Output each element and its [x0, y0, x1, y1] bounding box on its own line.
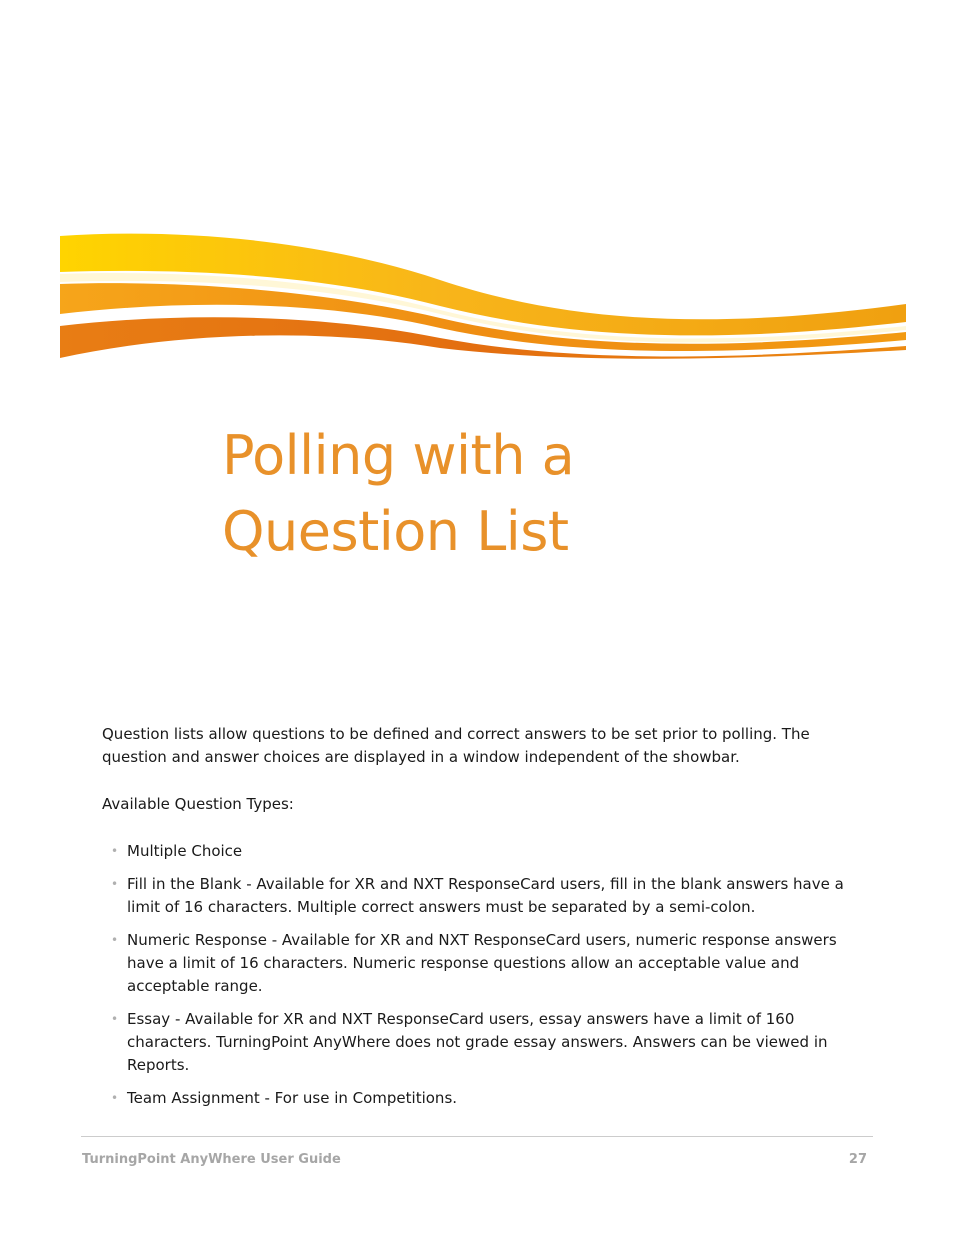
intro-paragraph: Question lists allow questions to be defined and correct answers to be set prior to polling. The question and answer choices are displayed in a window independent of the showbar. [102, 725, 810, 766]
list-item [108, 873, 874, 919]
list-item-text: Team Assignment - For use in Competitions. [127, 1089, 458, 1107]
page-title [222, 418, 842, 570]
list-item-text: Fill in the Blank - Available for XR and NXT ResponseCard users, fill in the blank answers have a limit of 16 characters. Multiple correct answers must be separated by a semi-colon. [127, 875, 844, 916]
bullet-icon: • [111, 877, 119, 891]
question-types-label: Available Question Types: [102, 795, 294, 813]
list-item [108, 840, 874, 863]
bullet-icon: • [111, 933, 119, 947]
list-item [108, 929, 874, 998]
list-item-text: Essay - Available for XR and NXT ResponseCard users, essay answers have a limit of 160 characters. TurningPoint AnyWhere does not grade essay answers. Answers can be viewed in Reports. [127, 1010, 828, 1074]
decorative-wave-banner [60, 228, 906, 362]
footer-guide-title: TurningPoint AnyWhere User Guide [82, 1152, 341, 1167]
footer-divider [81, 1136, 873, 1137]
bullet-icon: • [111, 1091, 119, 1105]
question-types-list [108, 840, 874, 1120]
bullet-icon: • [111, 844, 119, 858]
list-item-text: Numeric Response - Available for XR and NXT ResponseCard users, numeric response answers have a limit of 16 characters. Numeric response questions allow an acceptable value and acceptable range. [127, 931, 837, 995]
page-number: 27 [848, 1152, 867, 1167]
bullet-icon: • [111, 1012, 119, 1026]
list-item-text: Multiple Choice [127, 842, 243, 860]
list-item [108, 1008, 874, 1077]
list-item [108, 1087, 874, 1110]
page-title-line-2: Question List [222, 500, 569, 563]
page-title-line-1: Polling with a [222, 424, 575, 487]
